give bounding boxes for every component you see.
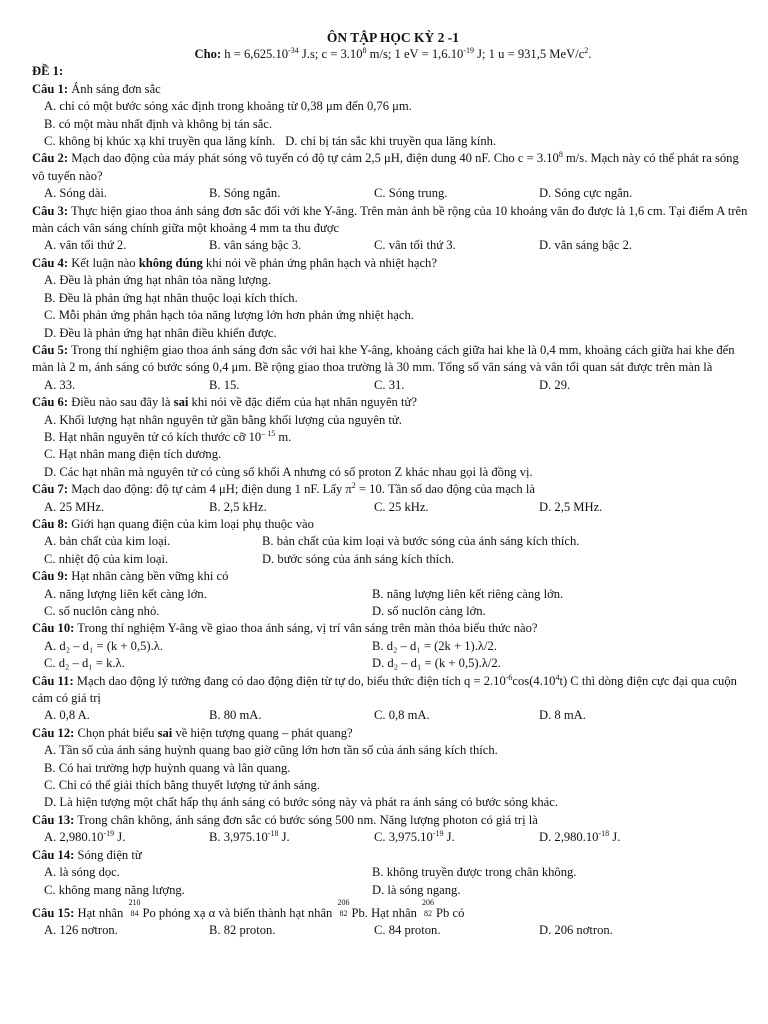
exam-label: ĐỀ 1:: [32, 64, 64, 79]
q11-options: [32, 707, 754, 724]
q10-option-d: D. d₂ – d₁ = (k + 0,5).λ/2.: [372, 656, 501, 671]
question-8: Câu 8: Giới hạn quang điện của kim loại phụ thuộc vào: [32, 516, 314, 531]
q5-options: [32, 377, 754, 394]
q8-option-d: D. bước sóng của ánh sáng kích thích.: [262, 551, 455, 566]
q11-option-d: D. 8 mA.: [539, 708, 586, 723]
question-13: Câu 13: Trong chân không, ánh sáng đơn sắc có bước sóng 500 nm. Năng lượng photon có giá trị là: [32, 812, 538, 827]
q10-options-cd: [32, 655, 754, 672]
q4-option-c: C. Mỗi phản ứng phân hạch tỏa năng lượng lớn hơn phản ứng nhiệt hạch.: [44, 308, 414, 323]
q8-option-b: B. bản chất của kim loại và bước sóng của ánh sáng kích thích.: [262, 534, 580, 549]
po-nuclide: 210 84: [128, 897, 141, 918]
q9-option-d: D. số nuclôn càng lớn.: [372, 604, 486, 618]
q14-option-d: D. là sóng ngang.: [372, 882, 461, 897]
q13-options: [32, 829, 754, 846]
q14-option-c: C. không mang năng lượng.: [44, 882, 185, 897]
question-1: Câu 1: Ánh sáng đơn sắc: [32, 81, 161, 96]
q13-option-d: D. $2,980.10^{-18}$ J.: [539, 829, 621, 845]
constants-line: Cho: $h = 6,625.10^{-34}$ J.s; $c = 3.10^8$ m/s; 1 eV = $1,6.10^{-19}$ J; 1 u = 931,5 MeV/$c^2$.: [194, 46, 592, 61]
q6-option-b: B. Hạt nhân nguyên tử có kích thước cỡ $10^{- 15}$ m.: [44, 428, 292, 444]
question-11: Câu 11: Mạch dao động lý tưởng đang có dao động điện từ tự do, biểu thức điện tích $q = 2.10^{-6}\cos(4.10^4t)$ C thì dòng điện cực đại qua cuộn cảm có giá trị: [32, 672, 737, 706]
exam-page: [32, 30, 754, 940]
q6-option-a: A. Khối lượng hạt nhân nguyên tử gần bằng khối lượng của nguyên tử.: [44, 412, 402, 427]
q15-options: [32, 922, 754, 939]
q5-option-c: C. 31.: [374, 377, 405, 392]
q11-option-a: A. 0,8 A.: [44, 708, 90, 723]
question-2: Câu 2: Mạch dao động của máy phát sóng vô tuyến có độ tự cảm 2,5 μH, điện dung 40 nF. Cho $c = 3.10^8$ m/s. Mạch này có thể phát ra sóng vô tuyến nào?: [32, 150, 739, 183]
q3-option-a: A. vân tối thứ 2.: [44, 238, 127, 253]
q3-options: [32, 237, 754, 254]
page-title: ÔN TẬP HỌC KỲ 2 -1: [326, 30, 460, 45]
q10-option-b: B. d₂ – d₁ = (2k + 1).λ/2.: [372, 638, 497, 653]
question-9: Câu 9: Hạt nhân càng bền vững khi có: [32, 569, 229, 584]
q1-option-d: D. chỉ bị tán sắc khi truyền qua lăng kính.: [285, 134, 497, 149]
q3-option-b: B. vân sáng bậc 3.: [209, 238, 302, 253]
q15-option-c: C. 84 proton.: [374, 923, 441, 938]
q15-option-b: B. 82 proton.: [209, 923, 276, 938]
q2-option-d: D. Sóng cực ngắn.: [539, 186, 633, 201]
q2-option-c: C. Sóng trung.: [374, 186, 448, 201]
q14-option-b: B. không truyền được trong chân không.: [372, 865, 577, 880]
q14-options-ab: [32, 864, 754, 881]
q5-option-b: B. 15.: [209, 377, 240, 392]
q12-option-a: A. Tần số của ánh sáng huỳnh quang bao giờ cũng lớn hơn tần số của ánh sáng kích thích.: [44, 743, 498, 758]
q12-option-d: D. Là hiện tượng một chất hấp thụ ánh sáng có bước sóng này và phát ra ánh sáng có bước sóng khác.: [44, 795, 558, 810]
pb-nuclide-2: 206 82: [422, 897, 435, 918]
q6-option-c: C. Hạt nhân mang điện tích dương.: [44, 447, 222, 462]
q7-options: [32, 499, 754, 516]
q1-option-c: C. không bị khúc xạ khi truyền qua lăng kính.: [44, 134, 276, 149]
q8-options-cd: [32, 551, 754, 568]
q7-option-c: C. 25 kHz.: [374, 499, 429, 514]
question-14: Câu 14: Sóng điện từ: [32, 847, 142, 862]
q8-option-a: A. bản chất của kim loại.: [44, 534, 171, 549]
q7-option-b: B. 2,5 kHz.: [209, 499, 267, 514]
q2-options: [32, 185, 754, 202]
q9-option-b: B. năng lượng liên kết riêng càng lớn.: [372, 586, 564, 601]
q12-option-b: B. Có hai trường hợp huỳnh quang và lân quang.: [44, 760, 291, 775]
q2-option-b: B. Sóng ngắn.: [209, 186, 281, 201]
q6-option-d: D. Các hạt nhân mà nguyên tử có cùng số khối A nhưng có số proton Z khác nhau gọi là đồng vị.: [44, 464, 533, 479]
q10-option-c: C. d₂ – d₁ = k.λ.: [44, 656, 125, 671]
question-12: Câu 12: Chọn phát biểu sai về hiện tượng quang – phát quang?: [32, 725, 353, 740]
q5-option-a: A. 33.: [44, 377, 76, 392]
q3-option-c: C. vân tối thứ 3.: [374, 238, 456, 253]
q11-option-b: B. 80 mA.: [209, 708, 262, 723]
question-3: Câu 3: Thực hiện giao thoa ánh sáng đơn sắc đối với khe Y-âng. Trên màn ảnh bề rộng của 10 khoảng vân đo được là 1,6 cm. Tại điểm A trên màn cách vân sáng chính giữa một khoảng 4 mm ta thu được: [32, 203, 748, 236]
q12-option-c: C. Chỉ có thể giải thích bằng thuyết lượng tử ánh sáng.: [44, 778, 320, 793]
q8-option-c: C. nhiệt độ của kim loại.: [44, 551, 169, 566]
q13-option-a: A. $2,980.10^{-19}$ J.: [44, 829, 126, 845]
q15-option-a: A. 126 nơtron.: [44, 923, 118, 938]
question-5: Câu 5: Trong thí nghiệm giao thoa ánh sáng đơn sắc với hai khe Y-âng, khoảng cách giữa hai khe là 0,4 mm, khoảng cách giữa hai khe đến màn là 2 m, ánh sáng có bước sóng 0,4 μm. Bề rộng giao thoa trường là 30 mm. Tổng số vân sáng và vân tối quan sát được trên màn là: [32, 342, 735, 375]
q5-option-d: D. 29.: [539, 377, 571, 392]
q8-options-ab: [32, 533, 754, 550]
q14-option-a: A. là sóng dọc.: [44, 865, 120, 880]
q4-option-d: D. Đều là phản ứng hạt nhân điều khiển được.: [44, 325, 277, 340]
question-4: Câu 4: Kết luận nào không đúng khi nói về phản ứng phân hạch và nhiệt hạch?: [32, 255, 437, 270]
q4-option-b: B. Đều là phản ứng hạt nhân thuộc loại kích thích.: [44, 290, 298, 305]
q10-option-a: A. d₂ – d₁ = (k + 0,5).λ.: [44, 638, 163, 653]
question-7: Câu 7: Mạch dao động: độ tự cảm 4 μH; điện dung 1 nF. Lấy $\pi^2 = 10$. Tần số dao động của mạch là: [32, 481, 535, 497]
pb-nuclide: 206 82: [337, 897, 350, 918]
question-6: Câu 6: Điều nào sau đây là sai khi nói về đặc điểm của hạt nhân nguyên tử?: [32, 395, 417, 410]
q7-option-d: D. 2,5 MHz.: [539, 499, 603, 514]
q1-options-cd: [32, 133, 754, 150]
q1-option-b: B. có một màu nhất định và không bị tán sắc.: [44, 116, 273, 131]
q15-option-d: D. 206 nơtron.: [539, 923, 613, 938]
question-10: Câu 10: Trong thí nghiệm Y-âng về giao thoa ánh sáng, vị trí vân sáng trên màn thỏa biểu thức nào?: [32, 621, 538, 636]
q13-option-c: C. $3,975.10^{-19}$ J.: [374, 829, 455, 845]
q9-option-a: A. năng lượng liên kết càng lớn.: [44, 586, 207, 601]
question-15: Câu 15: Hạt nhân 210 84 Po phóng xạ α và biến thành hạt nhân 206 82 Pb. Hạt nhân 206 82 Pb có: [32, 897, 465, 920]
q9-options-ab: [32, 586, 754, 603]
q4-option-a: A. Đều là phản ứng hạt nhân tỏa năng lượng.: [44, 273, 272, 288]
q2-option-a: A. Sóng dài.: [44, 186, 107, 201]
q3-option-d: D. vân sáng bậc 2.: [539, 238, 633, 253]
q9-options-cd: [32, 603, 754, 620]
q13-option-b: B. $3,975.10^{-18}$ J.: [209, 829, 290, 845]
q9-option-c: C. số nuclôn càng nhỏ.: [44, 604, 160, 618]
q10-options-ab: [32, 638, 754, 655]
q1-option-a: A. chỉ có một bước sóng xác định trong khoảng từ 0,38 μm đến 0,76 μm.: [44, 99, 412, 114]
q11-option-c: C. 0,8 mA.: [374, 708, 430, 723]
q7-option-a: A. 25 MHz.: [44, 499, 105, 514]
